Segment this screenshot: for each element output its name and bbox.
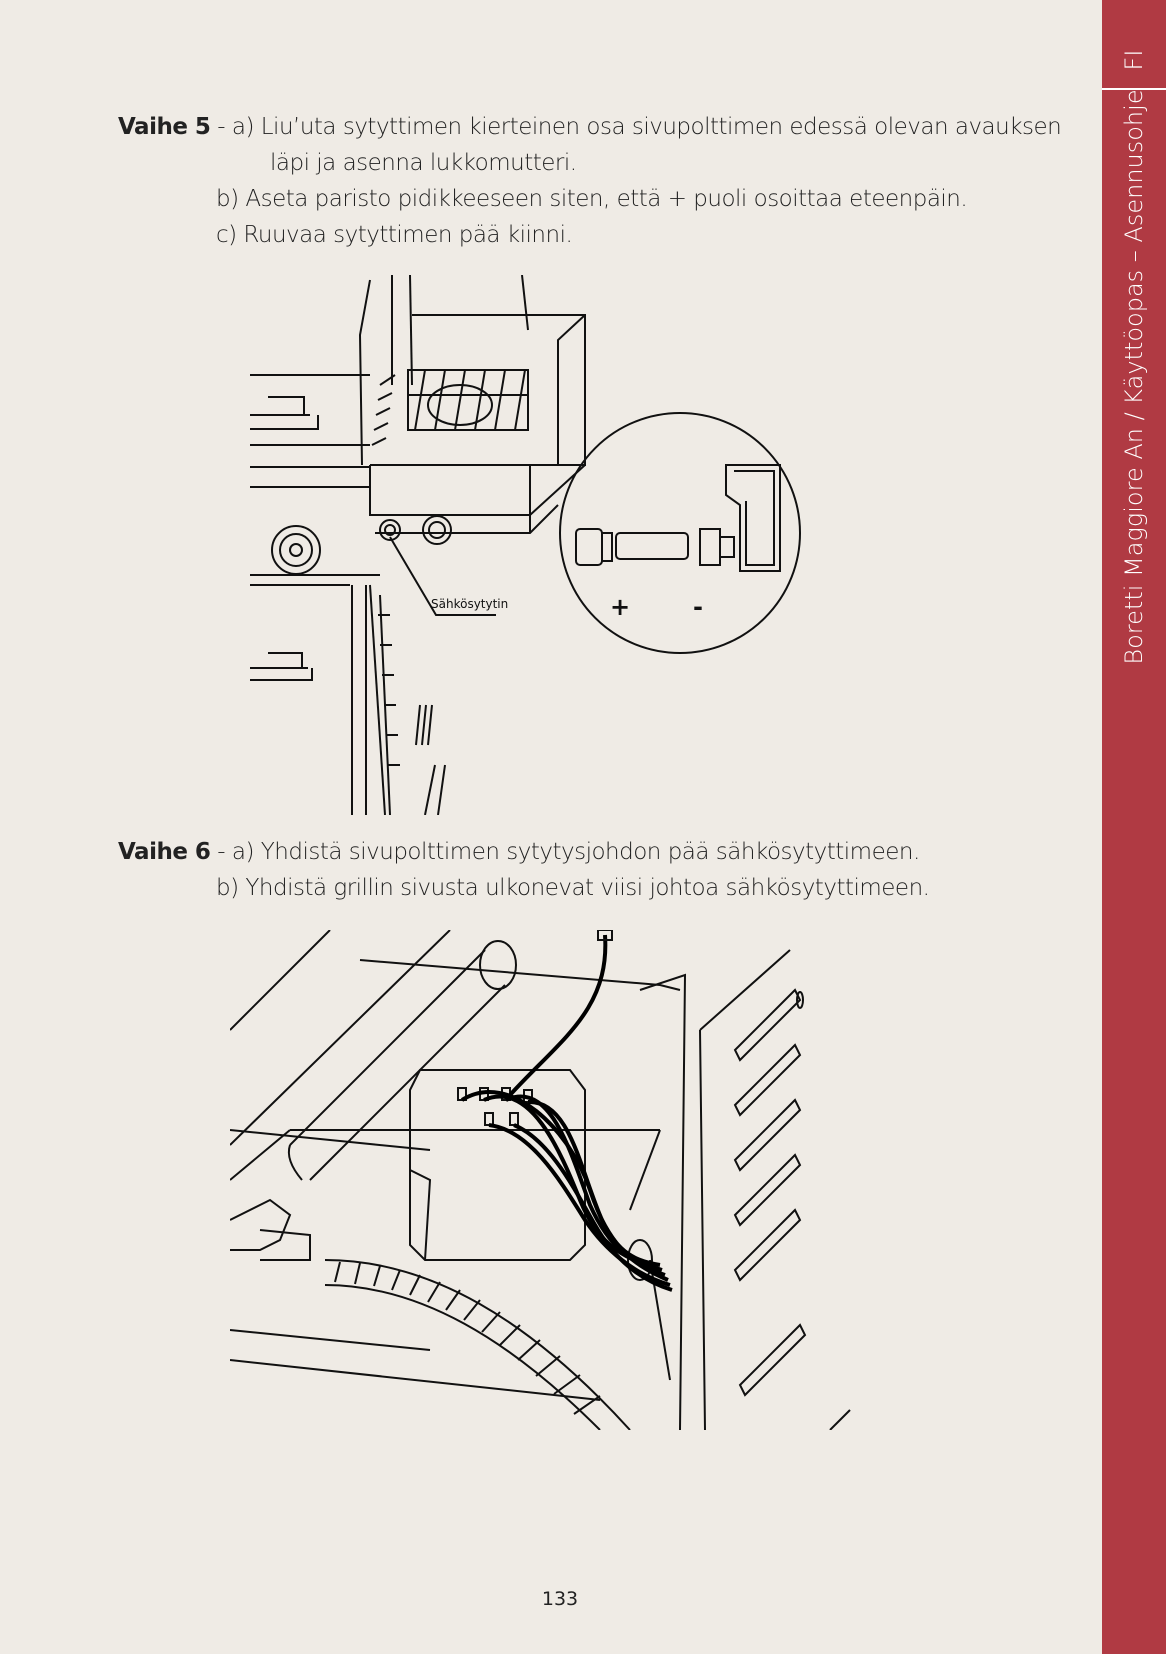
step-5-label: Vaihe 5: [118, 114, 211, 140]
figure-wiring-connection: [230, 930, 870, 1430]
page-number: 133: [541, 1588, 579, 1610]
grill-drawing: [250, 275, 800, 815]
step-6-separator: -: [210, 839, 232, 865]
step-5-line-a: [118, 109, 1061, 145]
step-6-label: Vaihe 6: [118, 839, 211, 865]
figure-igniter-installation: [240, 275, 860, 815]
step-5-line-b: b) Aseta paristo pidikkeeseen siten, että + puoli osoittaa eteenpäin.: [216, 186, 968, 212]
manual-title-text: Boretti Maggiore An / Käyttöopas – Asennusohje: [1120, 89, 1148, 665]
step-6-line-a: [118, 834, 929, 870]
step-5-instructions: [118, 109, 1061, 253]
step-5-separator: -: [210, 114, 232, 140]
plus-symbol: +: [610, 593, 631, 621]
language-label: FI: [1120, 49, 1148, 71]
step-6-line-b: b) Yhdistä grillin sivusta ulkonevat viisi johtoa sähkösytyttimeen.: [216, 875, 930, 901]
minus-symbol: -: [693, 593, 703, 621]
step-5-line-a-cont: läpi ja asenna lukkomutteri.: [270, 150, 577, 176]
wiring-drawing: [230, 930, 850, 1430]
igniter-callout-label: Sähkösytytin: [431, 597, 509, 611]
sidebar-band: [1102, 0, 1166, 1654]
step-5-a: a) Liu’uta sytyttimen kierteinen osa sivupolttimen edessä olevan avauksen: [231, 114, 1062, 140]
step-6-instructions: [118, 834, 929, 906]
step-6-a: a) Yhdistä sivupolttimen sytytysjohdon pää sähkösytyttimeen.: [231, 839, 920, 865]
step-5-line-c: c) Ruuvaa sytyttimen pää kiinni.: [216, 222, 573, 248]
